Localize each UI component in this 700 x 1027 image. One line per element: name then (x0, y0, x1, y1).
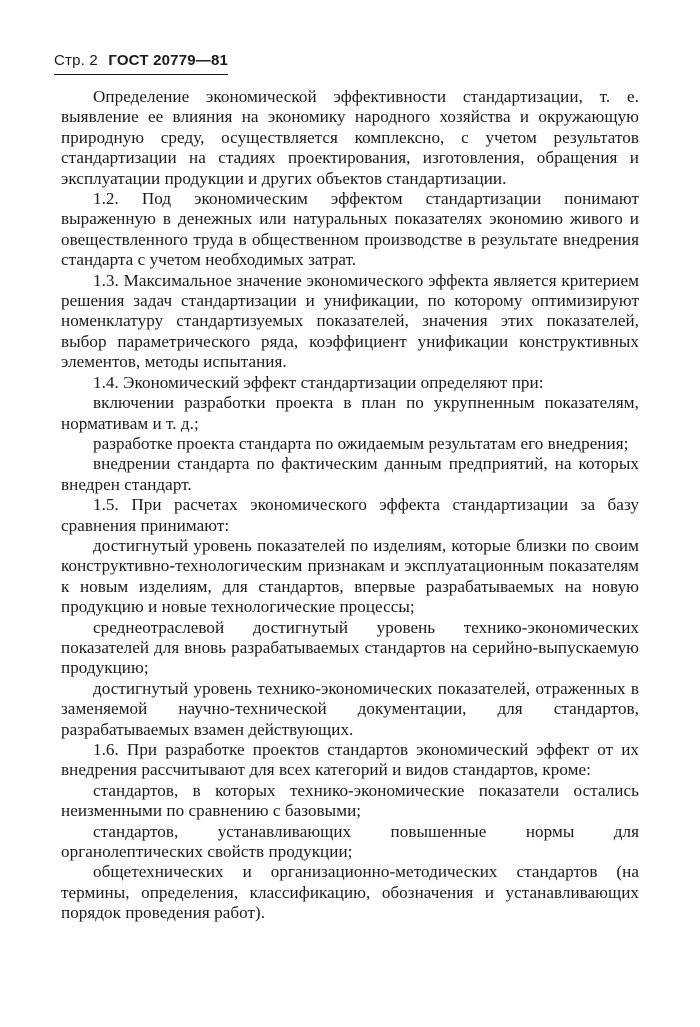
paragraph-1-6: 1.6. При разработке проектов стандартов экономический эффект от их внедрения рассчитывают для всех категорий и видов стандартов, кроме: (61, 740, 639, 780)
standard-code: ГОСТ 20779—81 (108, 52, 229, 69)
list-item-1-4-a: включении разработки проекта в план по укрупненным показателям, нормативам и т. д.; (61, 393, 639, 433)
paragraph-1-3: 1.3. Максимальное значение экономического эффекта является критерием решения задач стандартизации и унификации, по которому оптимизируют номенклатуру стандартизуемых показателей, значения этих показателей, выбор параметрического ряда, коэффициент унификации конструктивных элементов, методы испытания. (61, 270, 639, 372)
paragraph-1-4: 1.4. Экономический эффект стандартизации определяют при: (93, 372, 544, 392)
page-number: Стр. 2 (54, 52, 98, 69)
list-item-1-5-b: среднеотраслевой достигнутый уровень технико-экономических показателей для вновь разрабатываемых стандартов на серийно-выпускаемую продукцию; (61, 617, 639, 678)
list-item-1-4-c: внедрении стандарта по фактическим данным предприятий, на которых внедрен стандарт. (61, 454, 639, 494)
paragraph-definition: Определение экономической эффективности стандартизации, т. е. выявление ее влияния на экономику народного хозяйства и окружающую природную среду, осуществляется комплексно, с учетом результатов стандартизации на стадиях проектирования, изготовления, обращения и эксплуатации продукции и других объектов стандартизации. (61, 87, 639, 188)
list-item-1-4-b: разработке проекта стандарта по ожидаемым результатам его внедрения; (93, 433, 629, 453)
document-body (61, 87, 639, 924)
list-item-1-5-a: достигнутый уровень показателей по изделиям, которые близки по своим конструктивно-технологическим признакам и эксплуатационным показателям к новым изделиям, для стандартов, впервые разрабатываемых на новую продукцию и новые технологические процессы; (61, 535, 639, 617)
paragraph-1-2: 1.2. Под экономическим эффектом стандартизации понимают выраженную в денежных или натуральных показателях экономию живого и овеществленного труда в общественном производстве в результате внедрения стандарта с учетом необходимых затрат. (61, 189, 639, 270)
list-item-1-6-c: общетехнических и организационно-методических стандартов (на термины, определения, классификацию, обозначения и устанавливающих порядок проведения работ). (61, 862, 639, 923)
list-item-1-6-a: стандартов, в которых технико-экономические показатели остались неизменными по сравнению с базовыми; (61, 780, 639, 821)
paragraph-1-5: 1.5. При расчетах экономического эффекта стандартизации за базу сравнения принимают: (61, 495, 639, 535)
list-item-1-6-b: стандартов, устанавливающих повышенные нормы для органолептических свойств продукции; (61, 821, 639, 862)
list-item-1-5-c: достигнутый уровень технико-экономических показателей, отраженных в заменяемой научно-технической документации, для стандартов, разрабатываемых взамен действующих. (61, 678, 639, 739)
page-header (54, 52, 228, 75)
